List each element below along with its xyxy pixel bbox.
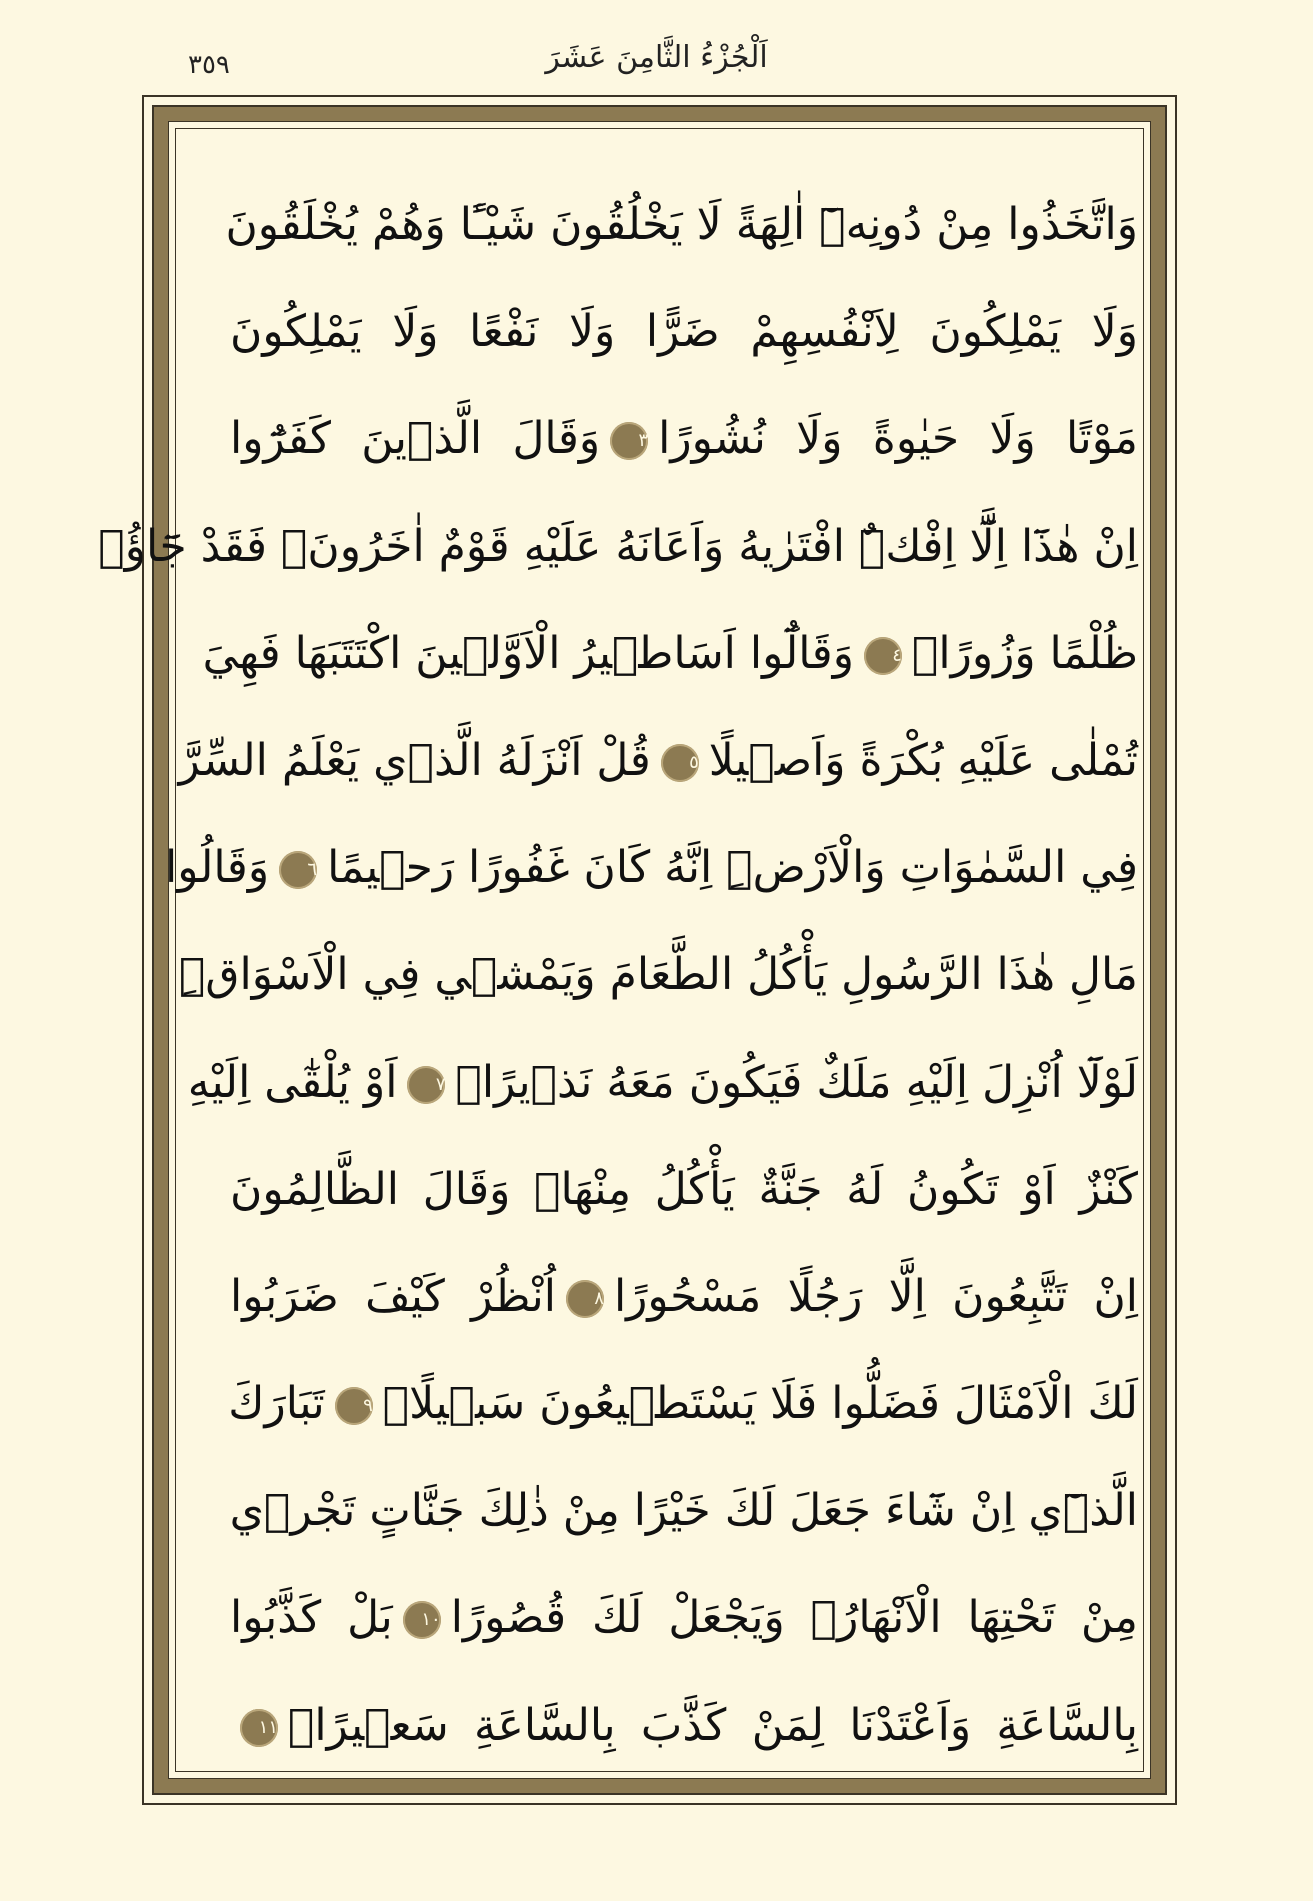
line-text-after: اُنْظُرْ كَيْفَ ضَرَبُوا	[230, 1270, 556, 1322]
page-frame	[98, 95, 1177, 1805]
text-panel	[98, 128, 1144, 1772]
juz-title: اَلْجُزْءُ الثَّامِنَ عَشَرَ	[545, 40, 768, 75]
line-text-after: اَوْ يُلْقٰٓى اِلَيْهِ	[187, 1056, 398, 1108]
text-line-7	[165, 814, 1138, 921]
ayah-number-marker: ٣	[610, 422, 648, 460]
text-line-11	[230, 1243, 1138, 1350]
page-number: ٣٥٩	[188, 50, 230, 80]
text-line-12	[230, 1350, 1138, 1457]
line-text-after: وَقَالَ الَّذ۪ينَ كَفَرُٓوا	[230, 413, 601, 465]
page-header	[0, 30, 1313, 90]
frame-border	[98, 105, 1167, 1795]
line-text-after: تَبَارَكَ	[228, 1378, 325, 1430]
ayah-number-marker: ٩	[335, 1387, 373, 1425]
line-text: وَلَا يَمْلِكُونَ لِاَنْفُسِهِمْ ضَرًّا وَلَا نَفْعًا وَلَا يَمْلِكُونَ	[230, 306, 1138, 358]
text-line-8	[178, 921, 1138, 1028]
line-text: لَوْلَٓا اُنْزِلَ اِلَيْهِ مَلَكٌ فَيَكُونَ مَعَهُ نَذ۪يرًاۙ	[455, 1056, 1138, 1108]
line-text: تُمْلٰى عَلَيْهِ بُكْرَةً وَاَص۪يلًا	[708, 734, 1138, 786]
line-text: فِي السَّمٰوَاتِ وَالْاَرْضِۜ اِنَّهُ كَانَ غَفُورًا رَح۪يمًا	[327, 842, 1138, 894]
line-text: مِنْ تَحْتِهَا الْاَنْهَارُۙ وَيَجْعَلْ لَكَ قُصُورًا	[450, 1592, 1138, 1644]
text-line-1	[225, 171, 1138, 278]
ayah-number-marker: ٦	[279, 851, 317, 889]
quran-text	[98, 171, 1138, 1779]
line-text: لَكَ الْاَمْثَالَ فَضَلُّوا فَلَا يَسْتَط۪يعُونَ سَب۪يلًاۘ	[382, 1378, 1138, 1430]
line-text: اِنْ تَتَّبِعُونَ اِلَّا رَجُلًا مَسْحُورًا	[613, 1270, 1138, 1322]
line-text: وَاتَّخَذُوا مِنْ دُونِه۪ٓ اٰلِهَةً لَا يَخْلُقُونَ شَيْـًٔا وَهُمْ يُخْلَقُونَ	[225, 199, 1138, 250]
text-line-10	[230, 1136, 1138, 1243]
text-line-15	[230, 1672, 1138, 1779]
line-text: اِنْ هٰذَٓا اِلَّٓا اِفْكٌۨ افْتَرٰيهُ وَاَعَانَهُ عَلَيْهِ قَوْمٌ اٰخَرُونَۚ فَقَدْ جَٓاؤُ۫	[98, 520, 1138, 572]
line-text: مَوْتًا وَلَا حَيٰوةً وَلَا نُشُورًا	[658, 413, 1138, 465]
line-text: الَّذ۪ٓي اِنْ شَٓاءَ جَعَلَ لَكَ خَيْرًا مِنْ ذٰلِكَ جَنَّاتٍ تَجْر۪ي	[229, 1485, 1138, 1537]
ayah-number-marker: ٧	[407, 1066, 445, 1104]
text-line-5	[202, 600, 1138, 707]
line-text: بِالسَّاعَةِ وَاَعْتَدْنَا لِمَنْ كَذَّبَ بِالسَّاعَةِ سَع۪يرًاۚ	[288, 1699, 1138, 1751]
line-text-after: وَقَالُوا	[165, 842, 270, 894]
line-text: مَالِ هٰذَا الرَّسُولِ يَأْكُلُ الطَّعَامَ وَيَمْش۪ي فِي الْاَسْوَاقِۜ	[178, 949, 1138, 1001]
line-text: ظُلْمًا وَزُورًاۚ	[911, 627, 1138, 679]
frame-inner	[98, 121, 1151, 1779]
text-line-13	[230, 1457, 1138, 1564]
text-line-14	[230, 1564, 1138, 1671]
ayah-number-marker: ٥	[661, 744, 699, 782]
text-line-2	[230, 278, 1138, 385]
line-text: كَنْزٌ اَوْ تَكُونُ لَهُ جَنَّةٌ يَأْكُلُ مِنْهَاۜ وَقَالَ الظَّالِمُونَ	[230, 1163, 1138, 1215]
text-line-3	[230, 385, 1138, 492]
ayah-number-marker: ١١	[240, 1709, 278, 1747]
ayah-number-marker: ٨	[566, 1280, 604, 1318]
line-text-after: قُلْ اَنْزَلَهُ الَّذ۪ي يَعْلَمُ السِّرَّ	[178, 734, 651, 786]
text-line-9	[187, 1029, 1138, 1136]
line-text-after: بَلْ كَذَّبُوا	[230, 1592, 393, 1644]
ayah-number-marker: ١٠	[403, 1601, 441, 1639]
line-text-after: وَقَالُٓوا اَسَاط۪يرُ الْاَوَّل۪ينَ اكْتَتَبَهَا فَهِيَ	[202, 627, 854, 679]
text-line-6	[178, 707, 1138, 814]
text-line-4	[98, 493, 1138, 600]
ayah-number-marker: ٤	[864, 637, 902, 675]
